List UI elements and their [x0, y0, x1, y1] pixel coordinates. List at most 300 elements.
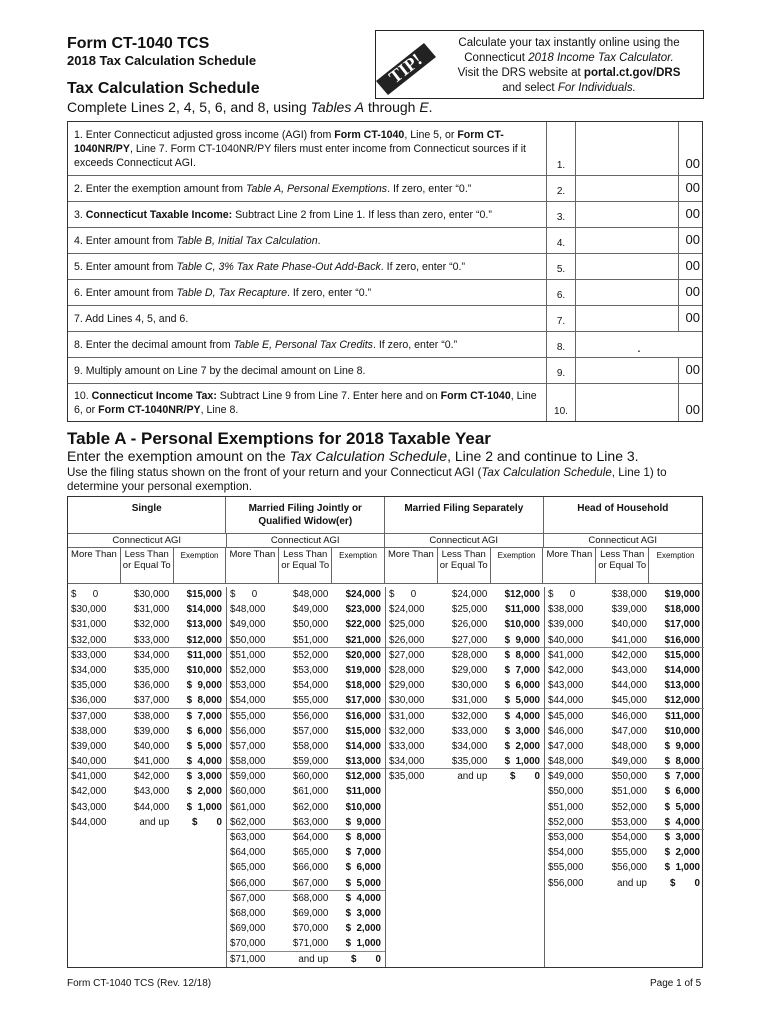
footer-form-revision: Form CT-1040 TCS (Rev. 12/18)	[67, 978, 212, 989]
line-number: 10.	[546, 384, 575, 421]
less-than-cell: $64,000	[292, 832, 329, 843]
exemption-cell: $11,000	[665, 710, 700, 722]
separate-column	[386, 587, 545, 967]
exemption-cell: $10,000	[345, 801, 381, 813]
exemption-cell: $ 1,000	[345, 938, 381, 950]
exemption-cell: $15,000	[664, 649, 700, 661]
exemption-cell: $18,000	[664, 604, 700, 616]
table-row	[227, 800, 385, 815]
table-row	[227, 724, 385, 739]
more-than-cell: $ 0	[71, 589, 99, 600]
filing-status-heading: Single	[68, 497, 226, 533]
exemption-cell: $15,000	[345, 725, 381, 737]
less-than-cell: $27,000	[451, 634, 488, 646]
table-row	[68, 602, 226, 617]
less-than-cell: $51,000	[292, 634, 329, 646]
table-row	[386, 769, 544, 784]
agi-header	[68, 534, 702, 548]
schedule-line-8	[68, 332, 702, 358]
exemption-cell: $ 6,000	[504, 680, 540, 692]
table-row	[227, 845, 385, 860]
schedule-line-4	[68, 228, 702, 254]
more-than-cell: $42,000	[71, 786, 107, 798]
exemption-cell: $ 9,000	[664, 740, 700, 752]
less-than-cell: $67,000	[292, 877, 329, 889]
more-than-cell: $ 0	[389, 589, 417, 600]
table-row	[386, 678, 544, 693]
less-than-cell: $62,000	[292, 801, 329, 813]
exemption-cell: $ 0	[192, 816, 222, 828]
exemption-cell: $14,000	[345, 740, 381, 752]
table-row	[227, 906, 385, 921]
more-than-cell: $34,000	[71, 664, 107, 676]
table-row	[386, 602, 544, 617]
table-row	[386, 617, 544, 632]
table-row	[386, 724, 544, 739]
line-8-decimal-field[interactable]: .	[575, 332, 702, 357]
table-row	[545, 633, 704, 648]
line-description: 3. Connecticut Taxable Income: Subtract Line 2 from Line 1. If less than zero, enter “0.”	[74, 208, 492, 221]
table-row	[227, 587, 385, 602]
less-than-cell: $49,000	[292, 604, 329, 616]
line-description: 10. Connecticut Income Tax: Subtract Line 9 from Line 7. Enter here and on Form CT-1040, Line 6, or Form CT-1040NR/PY, Line 8.	[74, 389, 537, 416]
less-than-cell: $40,000	[133, 740, 170, 752]
less-than-cell: $60,000	[292, 771, 329, 783]
more-than-cell: $39,000	[71, 740, 107, 752]
more-than-cell: $62,000	[230, 816, 266, 828]
less-than-cell: and up	[298, 953, 329, 965]
table-row	[545, 876, 704, 891]
more-than-cell: $60,000	[230, 786, 266, 798]
less-than-cell: $37,000	[133, 695, 170, 707]
schedule-line-10	[68, 384, 702, 421]
table-row	[545, 602, 704, 617]
less-than-cell: $44,000	[133, 801, 170, 813]
table-row	[386, 739, 544, 754]
exemption-cell: $10,000	[504, 619, 540, 631]
less-than-cell: $58,000	[292, 740, 329, 752]
more-than-cell: $49,000	[548, 771, 584, 783]
exemption-cell: $ 5,000	[504, 695, 540, 707]
exemption-cell: $16,000	[345, 710, 381, 722]
more-than-cell: $66,000	[230, 877, 266, 889]
schedule-line-5	[68, 254, 702, 280]
less-than-cell: $36,000	[133, 680, 170, 692]
exemption-cell: $ 3,000	[504, 725, 540, 737]
schedule-title: Tax Calculation Schedule	[67, 80, 260, 97]
more-than-cell: $30,000	[389, 695, 425, 707]
more-than-cell: $39,000	[548, 619, 584, 631]
exemption-cell: $ 8,000	[186, 695, 222, 707]
more-than-cell: $69,000	[230, 923, 266, 935]
line-description: 2. Enter the exemption amount from Table A, Personal Exemptions. If zero, enter “0.”	[74, 182, 472, 195]
more-than-cell: $56,000	[230, 725, 266, 737]
more-than-cell: $33,000	[71, 649, 107, 661]
more-than-cell: $32,000	[71, 634, 107, 646]
exemption-header: Exemption	[656, 551, 695, 560]
less-than-cell: $32,000	[133, 619, 170, 631]
less-than-cell: $69,000	[292, 907, 329, 919]
exemption-cell: $ 0	[351, 953, 381, 965]
less-than-cell: $38,000	[611, 589, 647, 600]
table-row	[68, 800, 226, 815]
table-row	[227, 633, 385, 648]
more-than-cell: $42,000	[548, 664, 584, 676]
less-than-cell: $43,000	[133, 786, 170, 798]
table-row	[545, 739, 704, 754]
less-than-cell: $55,000	[611, 847, 647, 859]
line-number: 4.	[546, 228, 575, 253]
table-row	[545, 663, 704, 678]
less-than-cell: $63,000	[292, 816, 329, 828]
table-row	[68, 754, 226, 769]
exemption-cell: $ 0	[670, 877, 700, 889]
exemption-cell: $ 0	[510, 771, 540, 783]
more-than-cell: $25,000	[389, 619, 425, 631]
less-than-cell: $56,000	[611, 862, 647, 874]
line-1-cents: 00	[678, 122, 702, 175]
line-10-cents: 00	[678, 384, 702, 421]
less-than-cell: $39,000	[133, 725, 170, 737]
more-than-cell: $33,000	[389, 740, 425, 752]
table-row	[227, 830, 385, 845]
exemption-cell: $ 8,000	[664, 756, 700, 768]
exemption-cell: $ 9,000	[504, 634, 540, 646]
more-than-cell: $27,000	[389, 649, 425, 661]
more-than-cell: $50,000	[230, 634, 266, 646]
exemption-cell: $ 1,000	[504, 756, 540, 768]
less-than-cell: $34,000	[451, 740, 488, 752]
table-row	[545, 724, 704, 739]
table-row	[545, 830, 704, 845]
more-than-cell: $26,000	[389, 634, 425, 646]
table-row	[227, 602, 385, 617]
exemption-cell: $15,000	[186, 589, 222, 600]
more-than-cell: $61,000	[230, 801, 266, 813]
table-row	[68, 709, 226, 724]
table-row	[227, 739, 385, 754]
exemption-cell: $ 2,000	[186, 786, 222, 798]
table-row	[227, 678, 385, 693]
more-than-cell: $36,000	[71, 695, 107, 707]
agi-label: Connecticut AGI	[68, 534, 227, 547]
more-than-cell: $53,000	[548, 832, 584, 843]
less-than-cell: $56,000	[292, 710, 329, 722]
table-row	[545, 587, 704, 602]
more-than-cell: $52,000	[230, 664, 266, 676]
less-than-cell: $33,000	[451, 725, 488, 737]
more-than-cell: $51,000	[230, 649, 266, 661]
table-a	[67, 496, 703, 968]
less-than-cell: $47,000	[611, 725, 647, 737]
more-than-cell: $35,000	[389, 771, 425, 783]
footer-page-number: Page 1 of 5	[650, 978, 702, 989]
less-than-cell: $30,000	[451, 680, 488, 692]
less-than-cell: $32,000	[451, 710, 488, 722]
schedule-instructions: Complete Lines 2, 4, 5, 6, and 8, using Tables A through E.	[67, 99, 433, 115]
more-than-cell: $38,000	[71, 725, 107, 737]
more-than-cell: $29,000	[389, 680, 425, 692]
exemption-cell: $ 8,000	[504, 649, 540, 661]
exemption-cell: $ 9,000	[345, 816, 381, 828]
less-than-cell: $50,000	[611, 771, 647, 783]
table-row	[68, 587, 226, 602]
more-than-cell: $59,000	[230, 771, 266, 783]
line-description: 4. Enter amount from Table B, Initial Tax Calculation.	[74, 234, 321, 247]
less-than-cell: $25,000	[451, 604, 488, 616]
more-than-cell: $51,000	[548, 801, 584, 813]
more-than-cell: $50,000	[548, 786, 584, 798]
more-than-cell: $48,000	[230, 604, 266, 616]
exemption-cell: $21,000	[345, 634, 381, 646]
exemption-cell: $ 7,000	[186, 710, 222, 722]
more-than-header: More Than	[385, 548, 438, 583]
line-number: 1.	[546, 122, 575, 175]
more-than-cell: $47,000	[548, 740, 584, 752]
less-than-cell: $50,000	[292, 619, 329, 631]
table-row	[386, 587, 544, 602]
exemption-cell: $13,000	[664, 680, 700, 692]
table-row	[227, 754, 385, 769]
line-3-amount-field[interactable]	[575, 202, 678, 227]
table-a-instruction: Enter the exemption amount on the Tax Calculation Schedule, Line 2 and continue to Line 3.	[67, 448, 639, 464]
tip-badge-text: TIP!	[385, 49, 426, 88]
less-than-cell: $48,000	[292, 589, 329, 600]
exemption-cell: $ 7,000	[345, 847, 381, 859]
line-5-cents: 00	[678, 254, 702, 279]
more-than-cell: $65,000	[230, 862, 266, 874]
line-number: 7.	[546, 306, 575, 331]
exemption-cell: $13,000	[345, 756, 381, 768]
more-than-cell: $71,000	[230, 953, 266, 965]
table-row	[386, 709, 544, 724]
exemption-cell: $ 6,000	[186, 725, 222, 737]
line-description: 1. Enter Connecticut adjusted gross income (AGI) from Form CT-1040, Line 5, or Form CT-1040NR/PY, Line 7. Form CT-1040NR/PY filers must enter income from Connecticut sources if it exceeds Connecticut AGI.	[74, 128, 526, 169]
line-9-amount-field[interactable]	[575, 358, 678, 383]
agi-label: Connecticut AGI	[385, 534, 544, 547]
table-row	[227, 663, 385, 678]
less-than-cell: $59,000	[292, 756, 329, 768]
exemption-cell: $19,000	[345, 664, 381, 676]
less-than-cell: $46,000	[611, 710, 647, 722]
exemption-cell: $20,000	[345, 649, 381, 661]
table-row	[545, 815, 704, 830]
less-than-header: Less Than or Equal To	[596, 548, 649, 583]
less-than-cell: $28,000	[451, 649, 488, 661]
more-than-cell: $44,000	[71, 816, 107, 828]
line-description: 7. Add Lines 4, 5, and 6.	[74, 312, 189, 325]
exemption-cell: $12,000	[504, 589, 540, 600]
line-10-amount-field[interactable]	[575, 384, 678, 421]
column-subheaders	[68, 548, 702, 584]
schedule-line-1	[68, 122, 702, 176]
less-than-header: Less Than or Equal To	[279, 548, 332, 583]
exemption-cell: $ 5,000	[345, 877, 381, 889]
exemption-cell: $ 5,000	[186, 740, 222, 752]
exemption-cell: $12,000	[345, 771, 381, 783]
tax-calculation-schedule	[67, 121, 703, 422]
line-6-amount-field[interactable]	[575, 280, 678, 305]
less-than-cell: $68,000	[292, 892, 329, 904]
exemption-cell: $23,000	[345, 604, 381, 616]
more-than-cell: $54,000	[548, 847, 584, 859]
line-4-amount-field[interactable]	[575, 228, 678, 253]
line-number: 8.	[546, 332, 575, 357]
exemption-cell: $10,000	[186, 664, 222, 676]
more-than-cell: $52,000	[548, 816, 584, 828]
less-than-cell: $42,000	[133, 771, 170, 783]
exemption-cell: $18,000	[345, 680, 381, 692]
more-than-header: More Than	[68, 548, 121, 583]
line-7-amount-field[interactable]	[575, 306, 678, 331]
table-row	[68, 617, 226, 632]
less-than-cell: $71,000	[292, 938, 329, 950]
table-row	[68, 769, 226, 784]
exemption-cell: $14,000	[186, 604, 222, 616]
line-1-amount-field[interactable]	[575, 122, 678, 175]
line-description: 9. Multiply amount on Line 7 by the decimal amount on Line 8.	[74, 364, 366, 377]
filing-status-heading: Married Filing Separately	[385, 497, 543, 533]
more-than-cell: $40,000	[548, 634, 584, 646]
line-description: 5. Enter amount from Table C, 3% Tax Rate Phase-Out Add-Back. If zero, enter “0.”	[74, 260, 465, 273]
more-than-cell: $46,000	[548, 725, 584, 737]
more-than-cell: $55,000	[230, 710, 266, 722]
exemption-cell: $ 6,000	[664, 786, 700, 798]
agi-label: Connecticut AGI	[227, 534, 386, 547]
table-row	[227, 693, 385, 708]
more-than-cell: $57,000	[230, 740, 266, 752]
table-row	[545, 693, 704, 708]
exemption-header: Exemption	[491, 548, 544, 583]
joint-column	[227, 587, 386, 967]
line-number: 6.	[546, 280, 575, 305]
tip-box	[375, 30, 704, 99]
exemption-cell: $ 2,000	[345, 923, 381, 935]
less-than-cell: and up	[617, 877, 647, 889]
line-number: 9.	[546, 358, 575, 383]
more-than-cell: $31,000	[389, 710, 425, 722]
less-than-cell: $55,000	[292, 695, 329, 707]
more-than-cell: $70,000	[230, 938, 266, 950]
exemption-cell: $ 4,000	[345, 892, 381, 904]
less-than-cell: $42,000	[611, 649, 647, 661]
less-than-cell: $53,000	[611, 816, 647, 828]
schedule-line-6	[68, 280, 702, 306]
more-than-cell: $63,000	[230, 832, 266, 843]
exemption-cell: $ 4,000	[664, 816, 700, 828]
more-than-cell: $67,000	[230, 892, 266, 904]
filing-status-header	[68, 497, 702, 534]
less-than-cell: $30,000	[133, 589, 170, 600]
table-row	[545, 678, 704, 693]
less-than-cell: $26,000	[451, 619, 488, 631]
table-row	[227, 952, 385, 967]
table-row	[227, 709, 385, 724]
more-than-cell: $40,000	[71, 756, 107, 768]
more-than-cell: $44,000	[548, 695, 584, 707]
less-than-cell: $54,000	[292, 680, 329, 692]
table-row	[227, 815, 385, 830]
table-row	[68, 739, 226, 754]
exemption-cell: $11,000	[505, 604, 540, 616]
head-of-household-column	[545, 587, 704, 967]
less-than-cell: $29,000	[451, 664, 488, 676]
more-than-cell: $43,000	[548, 680, 584, 692]
less-than-cell: and up	[139, 816, 170, 828]
exemption-header: Exemption	[332, 548, 385, 583]
exemption-header: Exemption	[174, 548, 227, 583]
table-row	[227, 936, 385, 951]
table-row	[68, 724, 226, 739]
table-row	[68, 633, 226, 648]
less-than-cell: $31,000	[451, 695, 488, 707]
table-a-note: Use the filing status shown on the front of your return and your Connecticut AGI (Tax Calculation Schedule, Line 1) to determine your personal exemption.	[67, 466, 667, 493]
more-than-cell: $28,000	[389, 664, 425, 676]
line-number: 2.	[546, 176, 575, 201]
less-than-cell: $31,000	[133, 604, 170, 616]
tip-text: Calculate your tax instantly online using the Connecticut 2018 Income Tax Calculator. Visit the DRS website at portal.ct.gov/DRS and select For Individuals.	[457, 37, 681, 94]
table-row	[68, 815, 226, 830]
less-than-cell: $52,000	[292, 649, 329, 661]
line-5-amount-field[interactable]	[575, 254, 678, 279]
exemption-cell: $17,000	[345, 695, 381, 707]
exemption-cell: $12,000	[664, 695, 700, 707]
exemption-cell: $10,000	[664, 725, 700, 737]
less-than-cell: $43,000	[611, 664, 647, 676]
exemption-cell: $ 9,000	[186, 680, 222, 692]
line-description: 6. Enter amount from Table D, Tax Recapture. If zero, enter “0.”	[74, 286, 372, 299]
less-than-cell: $48,000	[611, 740, 647, 752]
exemption-cell: $ 7,000	[504, 664, 540, 676]
table-row	[545, 845, 704, 860]
less-than-header: Less Than or Equal To	[121, 548, 174, 583]
table-row	[386, 633, 544, 648]
less-than-cell: $44,000	[611, 680, 647, 692]
table-row	[68, 678, 226, 693]
exemption-cell: $14,000	[664, 664, 700, 676]
less-than-cell: $24,000	[451, 589, 488, 600]
schedule-line-7	[68, 306, 702, 332]
table-row	[227, 891, 385, 906]
exemption-cell: $ 4,000	[186, 756, 222, 768]
more-than-cell: $24,000	[389, 604, 425, 616]
less-than-cell: $34,000	[133, 649, 170, 661]
more-than-cell: $43,000	[71, 801, 107, 813]
table-row	[545, 800, 704, 815]
table-row	[68, 693, 226, 708]
more-than-cell: $37,000	[71, 710, 107, 722]
exemption-cell: $16,000	[664, 634, 700, 646]
line-6-cents: 00	[678, 280, 702, 305]
less-than-cell: $53,000	[292, 664, 329, 676]
table-row	[386, 663, 544, 678]
schedule-line-3	[68, 202, 702, 228]
exemption-cell: $12,000	[186, 634, 222, 646]
line-2-amount-field[interactable]	[575, 176, 678, 201]
more-than-cell: $31,000	[71, 619, 107, 631]
table-row	[545, 648, 704, 663]
table-row	[227, 921, 385, 936]
less-than-cell: $66,000	[292, 862, 329, 874]
less-than-cell: $33,000	[133, 634, 170, 646]
tip-badge	[372, 41, 438, 95]
less-than-cell: $35,000	[451, 756, 488, 768]
more-than-cell: $38,000	[548, 604, 584, 616]
more-than-cell: $58,000	[230, 756, 266, 768]
schedule-line-2	[68, 176, 702, 202]
table-row	[227, 860, 385, 875]
form-title: Form CT-1040 TCS	[67, 35, 210, 52]
